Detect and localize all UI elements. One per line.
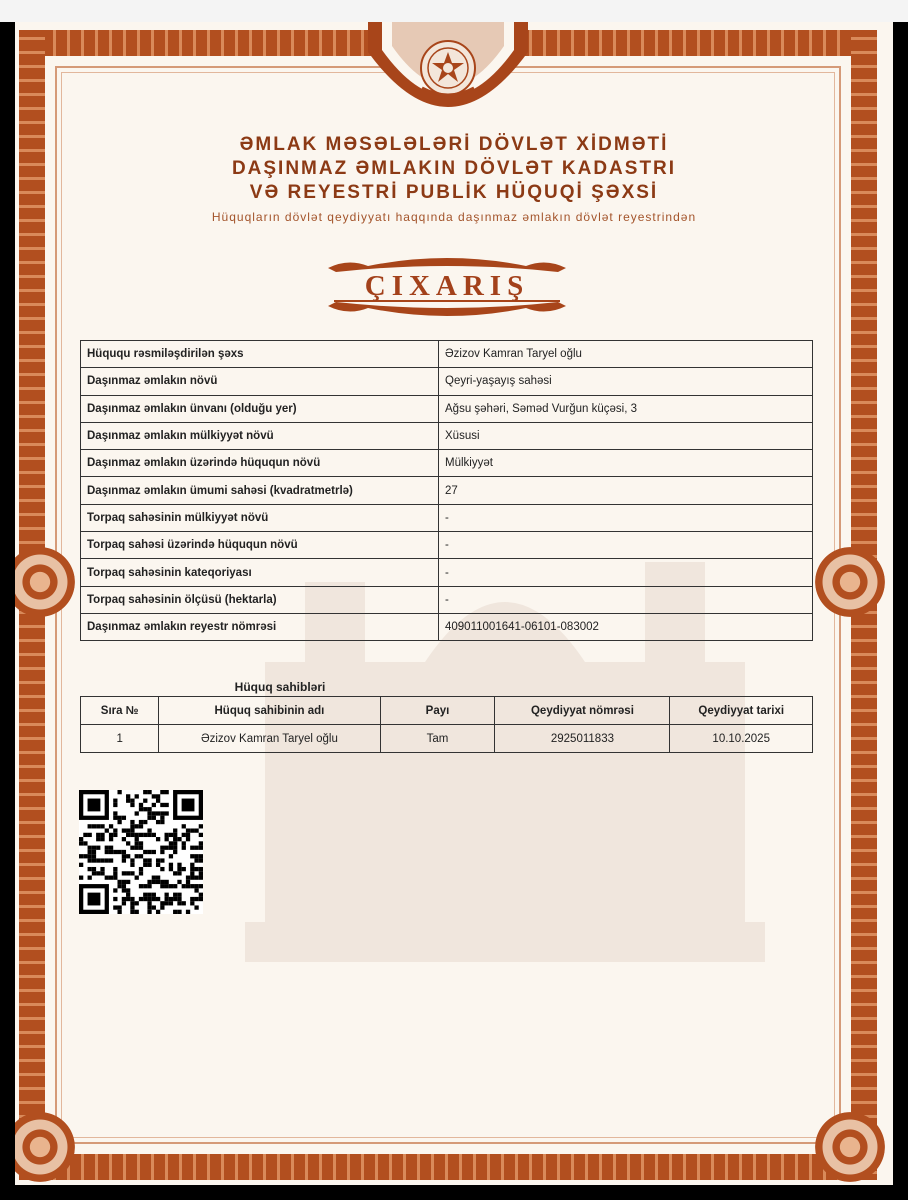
info-label: Torpaq sahəsinin mülkiyyət növü	[81, 504, 439, 531]
info-value: -	[439, 586, 813, 613]
owners-column-header: Qeydiyyat nömrəsi	[495, 697, 670, 725]
owners-row	[81, 725, 813, 753]
info-label: Daşınmaz əmlakın mülkiyyət növü	[81, 422, 439, 449]
info-value: -	[439, 559, 813, 586]
state-emblem-icon	[392, 28, 504, 108]
info-label: Daşınmaz əmlakın reyestr nömrəsi	[81, 613, 439, 640]
owners-cell: 10.10.2025	[670, 725, 813, 753]
browser-top-bar	[0, 0, 908, 22]
info-value: 409011001641-06101-083002	[439, 613, 813, 640]
info-value: -	[439, 532, 813, 559]
info-value: Xüsusi	[439, 422, 813, 449]
org-name-line-3: VƏ REYESTRİ PUBLİK HÜQUQİ ŞƏXSİ	[249, 182, 659, 203]
info-row	[81, 422, 813, 449]
info-row	[81, 395, 813, 422]
info-row	[81, 559, 813, 586]
org-name-line-1: ƏMLAK MƏSƏLƏLƏRİ DÖVLƏT XİDMƏTİ	[239, 134, 669, 155]
info-value: Mülkiyyət	[439, 450, 813, 477]
certificate-page	[15, 22, 893, 1185]
property-info-table	[80, 340, 813, 641]
document-title: ÇIXARIŞ	[364, 270, 530, 302]
info-label: Torpaq sahəsinin ölçüsü (hektarla)	[81, 586, 439, 613]
owners-cell: Əzizov Kamran Taryel oğlu	[159, 725, 380, 753]
info-row	[81, 450, 813, 477]
owners-table	[80, 696, 813, 753]
info-row	[81, 532, 813, 559]
info-value: 27	[439, 477, 813, 504]
info-label: Daşınmaz əmlakın növü	[81, 368, 439, 395]
owners-column-header: Qeydiyyat tarixi	[670, 697, 813, 725]
info-value: Əzizov Kamran Taryel oğlu	[439, 341, 813, 368]
ornament-right	[815, 547, 885, 617]
owners-column-header: Sıra №	[81, 697, 159, 725]
info-row	[81, 504, 813, 531]
owners-cell: 2925011833	[495, 725, 670, 753]
ornament-bottom-right	[815, 1112, 885, 1182]
qr-code-icon[interactable]	[79, 790, 203, 914]
owners-section-label: Hüquq sahibləri	[234, 680, 326, 694]
info-row	[81, 613, 813, 640]
info-value: Ağsu şəhəri, Səməd Vurğun küçəsi, 3	[439, 395, 813, 422]
info-row	[81, 368, 813, 395]
owners-column-header: Hüquq sahibinin adı	[159, 697, 380, 725]
info-label: Torpaq sahəsi üzərində hüququn növü	[81, 532, 439, 559]
info-row	[81, 341, 813, 368]
owners-cell: 1	[81, 725, 159, 753]
document-subtitle: Hüquqların dövlət qeydiyyatı haqqında daşınmaz əmlakın dövlət reyestrindən	[211, 210, 697, 224]
info-label: Daşınmaz əmlakın üzərində hüququn növü	[81, 450, 439, 477]
screen-edge	[893, 22, 908, 1200]
owners-cell: Tam	[380, 725, 495, 753]
owners-column-header: Payı	[380, 697, 495, 725]
info-row	[81, 586, 813, 613]
info-label: Daşınmaz əmlakın ümumi sahəsi (kvadratmetrlə)	[81, 477, 439, 504]
info-row	[81, 477, 813, 504]
border-bottom	[19, 1154, 877, 1180]
info-label: Torpaq sahəsinin kateqoriyası	[81, 559, 439, 586]
info-value: -	[439, 504, 813, 531]
org-name-line-2: DAŞINMAZ ƏMLAKIN DÖVLƏT KADASTRI	[231, 158, 677, 179]
info-value: Qeyri-yaşayış sahəsi	[439, 368, 813, 395]
info-label: Hüququ rəsmiləşdirilən şəxs	[81, 341, 439, 368]
info-label: Daşınmaz əmlakın ünvanı (olduğu yer)	[81, 395, 439, 422]
